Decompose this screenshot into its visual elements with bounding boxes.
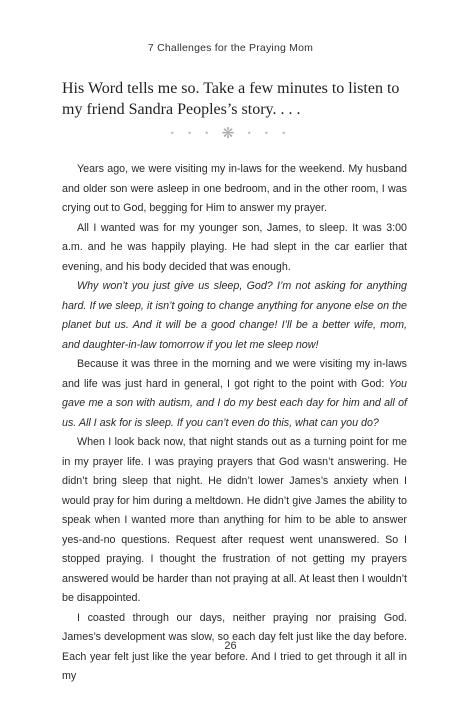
paragraph-4 bbox=[62, 355, 407, 433]
paragraph-3-prayer bbox=[62, 277, 407, 355]
paragraph-4-italic: You gave me a son with autism, and I do my best each day for him and all of us. All I ask for is sleep. If you can’t even do this, what can you do? bbox=[62, 377, 407, 429]
paragraph-5: When I look back now, that night stands out as a turning point for me in my prayer life. I was praying prayers that God wasn’t answering. He didn’t bring sleep that night. He didn’t lower James’s anxiety when I would pray for him during a meltdown. He didn’t give James the ability to speak when I wanted more than anything for him to be able to answer yes-and-no questions. Request after request went unanswered. So I stopped praying. I thought the frustration of not getting my prayers answered would be harder than not praying at all. At least then I wouldn’t be disappointed. bbox=[62, 436, 407, 604]
paragraph-2: All I wanted was for my younger son, James, to sleep. It was 3:00 a.m. and he was happily playing. He had slept in the car earlier that evening, and his body decided that was enough. bbox=[62, 221, 407, 273]
paragraph-4-text: Because it was three in the morning and we were visiting my in-laws and life was just hard in general, I got right to the point with God: bbox=[62, 358, 407, 390]
paragraph-1: Years ago, we were visiting my in-laws for the weekend. My husband and older son were asleep in one bedroom, and in the other room, I was crying out to God, begging for Him to answer my prayer. bbox=[62, 163, 407, 214]
paragraph-6: I coasted through our days, neither praying nor praising God. James’s development was slow, so each day felt just like the day before. Each year felt just like the year before. And I tried to get through it all in my bbox=[62, 611, 407, 682]
section-break-ornament bbox=[0, 122, 461, 140]
page-number: 26 bbox=[224, 640, 237, 652]
prayer-italic-text: Why won’t you just give us sleep, God? I’m not asking for anything hard. If we sleep, it isn’t going to change anything for anyone else on the planet but us. And it will be a good change! I’ll be a better wife, mom, and daughter-in-law tomorrow if you let me sleep now! bbox=[62, 280, 407, 351]
flower-ornament-icon: ❋ bbox=[221, 124, 240, 142]
ornament-dots-right: • • • bbox=[246, 129, 292, 138]
body-text bbox=[62, 160, 407, 687]
ornament-dots-left: • • • bbox=[169, 129, 215, 138]
intro-paragraph: His Word tells me so. Take a few minutes to listen to my friend Sandra Peoples’s story. . . . bbox=[62, 80, 400, 118]
running-head: 7 Challenges for the Praying Mom bbox=[147, 42, 314, 54]
